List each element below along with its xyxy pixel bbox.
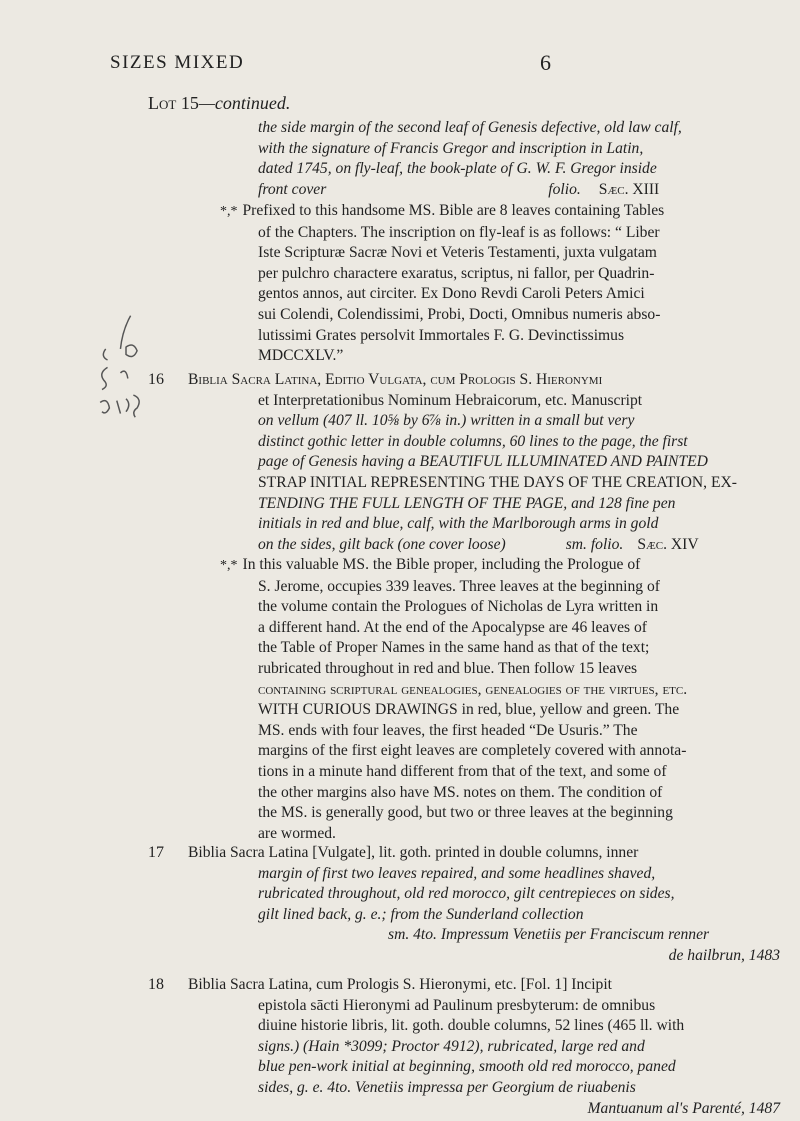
entry-17 [148,843,780,967]
note-line: a different hand. At the end of the Apocalypse are 46 leaves of [258,618,647,636]
note-line: gentos annos, aut circiter. Ex Dono Revdi Caroli Peters Amici [258,285,645,303]
note-mark: *,* [220,558,238,573]
note-line: the other margins also have MS. notes on them. The condition of [258,783,663,801]
lot-heading [148,93,290,114]
entry-15-century: Sæc. XIII [598,180,660,198]
entry-17-imprint: sm. 4to. Impressum Venetiis per Franciscum renner [388,926,710,944]
entry-18-line: epistola sācti Hieronymi ad Paulinum presbyterum: de omnibus [258,996,656,1014]
note-line: containing scriptural genealogies, genealogies of the virtues, etc. [258,680,688,698]
entry-18-line: diuine historie libris, lit. goth. double columns, 52 lines (465 ll. with [258,1017,685,1035]
note-line: MS. ends with four leaves, the first headed “De Usuris.” The [258,721,638,739]
entry-18-line: signs.) (Hain *3099; Proctor 4912), rubricated, large red and [258,1037,645,1055]
entry-16-format: sm. folio. [565,535,624,553]
entry-15-line: dated 1745, on fly-leaf, the book-plate of G. W. F. Gregor inside [258,160,657,178]
entry-number: 18 [148,976,164,993]
entry-18-title: Biblia Sacra Latina, cum Prologis S. Hieronymi, etc. [Fol. 1] Incipit [188,976,612,993]
entry-17-line: gilt lined back, g. e.; from the Sunderland collection [258,905,584,923]
note-line: Iste Scripturæ Sacræ Novi et Veteris Testamenti, juxta vulgatam [258,244,657,262]
note-line: the volume contain the Prologues of Nicholas de Lyra written in [258,598,659,616]
entry-17-title: Biblia Sacra Latina [Vulgate], lit. goth. printed in double columns, inner [188,844,639,861]
entry-15-line: with the signature of Francis Gregor and inscription in Latin, [258,139,644,157]
entry-17-imprint-end: de hailbrun, 1483 [668,946,780,964]
entry-16-century: Sæc. XIV [637,535,699,553]
entry-18-imprint-end: Mantuanum al's Parenté, 1487 [587,1099,780,1117]
note-line: WITH CURIOUS DRAWINGS in red, blue, yellow and green. The [258,701,680,719]
note-line: rubricated throughout in red and blue. Then follow 15 leaves [258,659,638,677]
entry-16-line: distinct gothic letter in double columns, 60 lines to the page, the first [258,432,688,450]
entry-16-line-end: on the sides, gilt back (one cover loose) [258,535,506,553]
entry-15-line [258,180,778,201]
entry-15-line-end: front cover [258,180,327,198]
page-number: 6 [540,50,551,75]
note-line: of the Chapters. The inscription on fly-leaf is as follows: “ Liber [258,223,660,241]
entry-16-note [220,555,780,844]
note-line: Prefixed to this handsome MS. Bible are 8 leaves containing Tables [242,202,665,219]
entry-15-format: folio. [548,180,581,198]
entry-number: 17 [148,844,164,861]
note-line: S. Jerome, occupies 339 leaves. Three leaves at the beginning of [258,577,660,595]
entry-16-line: STRAP INITIAL REPRESENTING THE DAYS OF THE CREATION, EX- [258,473,737,491]
entry-16-title: Biblia Sacra Latina, Editio Vulgata, cum Prologis S. Hieronymi [188,371,603,388]
entry-18 [148,975,780,1119]
header-title: SIZES MIXED [110,52,245,73]
lot-continued: —continued. [198,93,291,113]
entry-17-line: rubricated throughout, old red morocco, gilt centrepieces on sides, [258,885,675,903]
entry-16-line: page of Genesis having a BEAUTIFUL ILLUMINATED AND PAINTED [258,453,708,471]
note-line: In this valuable MS. the Bible proper, including the Prologue of [242,556,641,573]
pencil-marginalia [96,312,156,432]
entry-15-line: the side margin of the second leaf of Genesis defective, old law calf, [258,119,682,136]
entry-17-line: margin of first two leaves repaired, and some headlines shaved, [258,864,656,882]
note-line: the MS. is generally good, but two or three leaves at the beginning [258,804,673,822]
running-header [110,52,660,82]
note-mark: *,* [220,204,238,219]
entry-16-line: initials in red and blue, calf, with the Marlborough arms in gold [258,515,659,533]
note-line: sui Colendi, Colendissimi, Probi, Docti, Omnibus numeris abso- [258,305,661,323]
note-line: lutissimi Grates persolvit Immortales F. G. Devinctissimus [258,326,625,344]
entry-18-line: blue pen-work initial at beginning, smooth old red morocco, paned [258,1058,676,1076]
entry-16-line: TENDING THE FULL LENGTH OF THE PAGE, and 128 fine pen [258,494,676,512]
entry-16 [148,370,780,555]
entry-18-line: sides, g. e. 4to. Venetiis impressa per Georgium de riuabenis [258,1078,636,1096]
note-line: the Table of Proper Names in the same hand as that of the text; [258,639,650,657]
lot-label: Lot 15 [148,93,199,113]
entry-16-line: on vellum (407 ll. 10⅝ by 6⅞ in.) written in a small but very [258,412,635,430]
entry-15-note [220,201,780,367]
entry-16-line: et Interpretationibus Nominum Hebraicorum, etc. Manuscript [258,391,643,409]
entry-15 [258,118,778,200]
note-line: MDCCXLV.” [258,347,344,365]
entry-16-line [188,535,780,556]
entry-number: 16 [148,371,164,388]
note-line: are wormed. [258,824,336,842]
note-line: margins of the first eight leaves are completely covered with annota- [258,742,687,760]
note-line: per pulchro charactere exaratus, scriptus, ni fallor, per Quadrin- [258,264,655,282]
note-line: tions in a minute hand different from that of the text, and some of [258,762,667,780]
